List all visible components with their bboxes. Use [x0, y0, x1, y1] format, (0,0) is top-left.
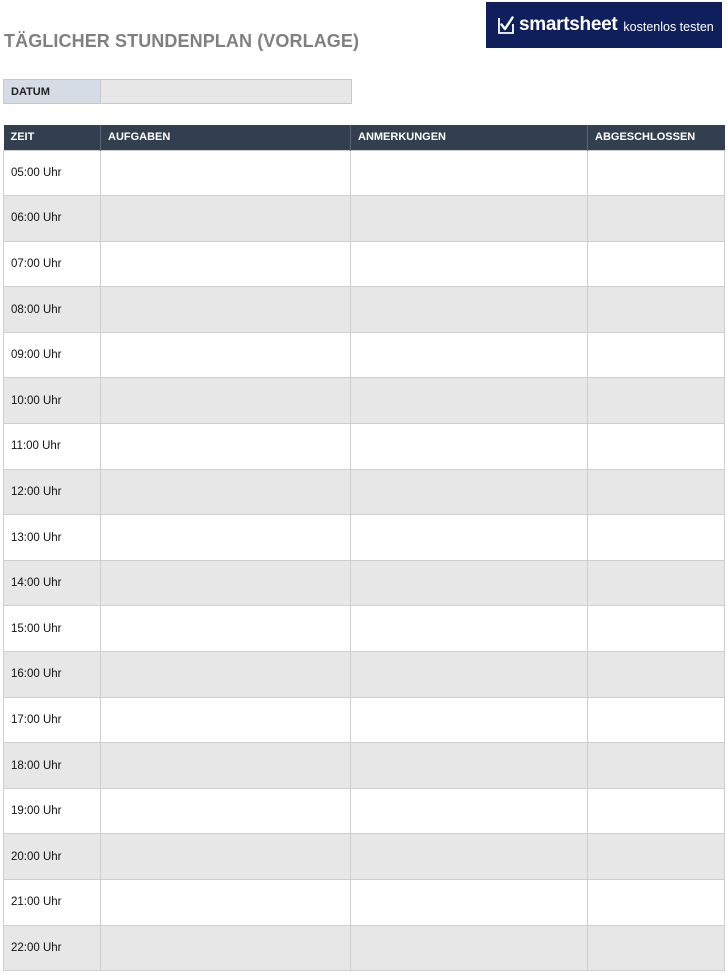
- header-time: ZEIT: [4, 125, 101, 150]
- completed-cell[interactable]: [588, 515, 725, 561]
- table-row: [4, 925, 725, 971]
- task-cell[interactable]: [101, 515, 351, 561]
- note-cell[interactable]: [351, 697, 588, 743]
- completed-cell[interactable]: [588, 788, 725, 834]
- note-cell[interactable]: [351, 150, 588, 196]
- completed-cell[interactable]: [588, 469, 725, 515]
- time-cell: 15:00 Uhr: [4, 606, 101, 652]
- note-cell[interactable]: [351, 743, 588, 789]
- completed-cell[interactable]: [588, 606, 725, 652]
- task-cell[interactable]: [101, 560, 351, 606]
- task-cell[interactable]: [101, 880, 351, 926]
- completed-cell[interactable]: [588, 424, 725, 470]
- table-row: [4, 788, 725, 834]
- table-row: [4, 834, 725, 880]
- time-cell: 12:00 Uhr: [4, 469, 101, 515]
- note-cell[interactable]: [351, 241, 588, 287]
- time-cell: 06:00 Uhr: [4, 196, 101, 242]
- note-cell[interactable]: [351, 606, 588, 652]
- banner-cta: kostenlos testen: [623, 19, 714, 34]
- task-cell[interactable]: [101, 241, 351, 287]
- task-cell[interactable]: [101, 196, 351, 242]
- task-cell[interactable]: [101, 606, 351, 652]
- note-cell[interactable]: [351, 378, 588, 424]
- note-cell[interactable]: [351, 788, 588, 834]
- date-value-cell[interactable]: [101, 80, 351, 103]
- task-cell[interactable]: [101, 469, 351, 515]
- table-row: [4, 515, 725, 561]
- table-row: [4, 378, 725, 424]
- time-cell: 22:00 Uhr: [4, 925, 101, 971]
- completed-cell[interactable]: [588, 743, 725, 789]
- header-tasks: AUFGABEN: [101, 125, 351, 150]
- table-row: [4, 606, 725, 652]
- table-row: [4, 241, 725, 287]
- time-cell: 05:00 Uhr: [4, 150, 101, 196]
- completed-cell[interactable]: [588, 241, 725, 287]
- completed-cell[interactable]: [588, 378, 725, 424]
- time-cell: 09:00 Uhr: [4, 332, 101, 378]
- completed-cell[interactable]: [588, 925, 725, 971]
- completed-cell[interactable]: [588, 652, 725, 698]
- time-cell: 17:00 Uhr: [4, 697, 101, 743]
- table-row: [4, 560, 725, 606]
- time-cell: 20:00 Uhr: [4, 834, 101, 880]
- table-header-row: [4, 125, 725, 150]
- note-cell[interactable]: [351, 469, 588, 515]
- time-cell: 08:00 Uhr: [4, 287, 101, 333]
- completed-cell[interactable]: [588, 880, 725, 926]
- task-cell[interactable]: [101, 287, 351, 333]
- table-row: [4, 150, 725, 196]
- task-cell[interactable]: [101, 834, 351, 880]
- completed-cell[interactable]: [588, 150, 725, 196]
- time-cell: 18:00 Uhr: [4, 743, 101, 789]
- time-cell: 10:00 Uhr: [4, 378, 101, 424]
- note-cell[interactable]: [351, 652, 588, 698]
- time-cell: 19:00 Uhr: [4, 788, 101, 834]
- completed-cell[interactable]: [588, 834, 725, 880]
- time-cell: 14:00 Uhr: [4, 560, 101, 606]
- date-field-row: [3, 79, 352, 104]
- task-cell[interactable]: [101, 652, 351, 698]
- completed-cell[interactable]: [588, 287, 725, 333]
- note-cell[interactable]: [351, 332, 588, 378]
- table-row: [4, 880, 725, 926]
- time-cell: 21:00 Uhr: [4, 880, 101, 926]
- banner-brand: smartsheet: [519, 14, 618, 35]
- completed-cell[interactable]: [588, 332, 725, 378]
- note-cell[interactable]: [351, 880, 588, 926]
- header-notes: ANMERKUNGEN: [351, 125, 588, 150]
- task-cell[interactable]: [101, 697, 351, 743]
- time-cell: 07:00 Uhr: [4, 241, 101, 287]
- note-cell[interactable]: [351, 560, 588, 606]
- table-row: [4, 424, 725, 470]
- schedule-table: [3, 125, 725, 971]
- completed-cell[interactable]: [588, 697, 725, 743]
- completed-cell[interactable]: [588, 560, 725, 606]
- task-cell[interactable]: [101, 788, 351, 834]
- task-cell[interactable]: [101, 150, 351, 196]
- task-cell[interactable]: [101, 743, 351, 789]
- task-cell[interactable]: [101, 424, 351, 470]
- table-row: [4, 743, 725, 789]
- header-completed: ABGESCHLOSSEN: [588, 125, 725, 150]
- task-cell[interactable]: [101, 332, 351, 378]
- note-cell[interactable]: [351, 925, 588, 971]
- table-row: [4, 287, 725, 333]
- note-cell[interactable]: [351, 287, 588, 333]
- note-cell[interactable]: [351, 424, 588, 470]
- date-label: DATUM: [4, 80, 101, 103]
- table-row: [4, 469, 725, 515]
- task-cell[interactable]: [101, 378, 351, 424]
- time-cell: 13:00 Uhr: [4, 515, 101, 561]
- task-cell[interactable]: [101, 925, 351, 971]
- table-row: [4, 652, 725, 698]
- note-cell[interactable]: [351, 834, 588, 880]
- checkmark-icon: [498, 16, 514, 34]
- table-row: [4, 196, 725, 242]
- note-cell[interactable]: [351, 196, 588, 242]
- time-cell: 11:00 Uhr: [4, 424, 101, 470]
- page-title: TÄGLICHER STUNDENPLAN (VORLAGE): [4, 31, 360, 51]
- time-cell: 16:00 Uhr: [4, 652, 101, 698]
- completed-cell[interactable]: [588, 196, 725, 242]
- note-cell[interactable]: [351, 515, 588, 561]
- smartsheet-trial-banner[interactable]: [486, 2, 722, 48]
- table-row: [4, 332, 725, 378]
- table-row: [4, 697, 725, 743]
